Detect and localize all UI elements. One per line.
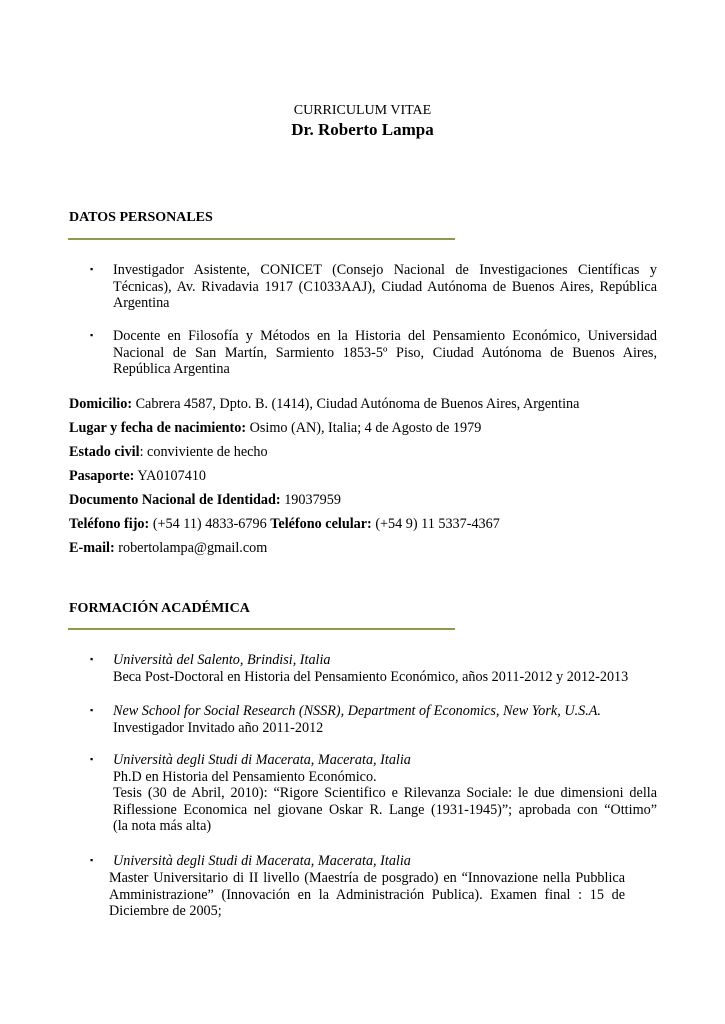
institution-name: Università del Salento, Brindisi, Italia — [113, 652, 331, 668]
text-line: (la nota más alta) — [113, 818, 212, 834]
telefono-fijo-label: Teléfono fijo: — [69, 516, 150, 532]
cv-name: Dr. Roberto Lampa — [291, 120, 434, 139]
section-title-formacion-academica: FORMACIÓN ACADÉMICA — [69, 601, 250, 616]
email-value: robertolampa@gmail.com — [114, 540, 268, 556]
formacion-item — [113, 652, 628, 685]
bullet-icon: ▪ — [90, 855, 94, 865]
institution-name: New School for Social Research (NSSR), Department of Economics, New York, U.S.A. — [113, 703, 601, 719]
text-line: Investigador Invitado año 2011-2012 — [113, 719, 324, 736]
personal-bullet-item — [113, 262, 657, 312]
dni-label: Documento Nacional de Identidad: — [69, 492, 281, 508]
section-divider — [68, 628, 455, 630]
bullet-icon: ▪ — [90, 705, 94, 715]
dni-value: 19037959 — [280, 492, 341, 508]
telefono-celular-label: Teléfono celular: — [270, 516, 372, 532]
text-line: Riflessione Economica nel giovane Oskar R. Lange (1931-1945)”; aprobada con “Ottimo” — [113, 801, 657, 818]
pasaporte-line — [69, 468, 206, 485]
personal-bullet-item — [113, 328, 657, 378]
text-line: Amministrazione” (Innovación en la Administración Publica). Examen final : 15 de — [109, 886, 625, 903]
cv-label: CURRICULUM VITAE — [293, 103, 432, 118]
text-line: Ph.D en Historia del Pensamiento Económico. — [113, 768, 377, 785]
bullet-icon: ▪ — [90, 654, 94, 664]
text-line: Nacional de San Martín, Sarmiento 1853-5º Piso, Ciudad Autónoma de Buenos Aires, — [113, 344, 657, 361]
nacimiento-value: Osimo (AN), Italia; 4 de Agosto de 1979 — [246, 420, 482, 436]
text-line: Investigador Asistente, CONICET (Consejo Nacional de Investigaciones Científicas y — [113, 262, 657, 278]
telefono-fijo-value: (+54 11) 4833-6796 — [149, 516, 271, 532]
estado-civil-value: : conviviente de hecho — [139, 444, 268, 460]
text-line: Diciembre de 2005; — [109, 903, 222, 919]
domicilio-label: Domicilio: — [69, 396, 133, 412]
text-line: Argentina — [113, 295, 170, 311]
text-line: Beca Post-Doctoral en Historia del Pensamiento Económico, años 2011-2012 y 2012-2013 — [113, 668, 629, 685]
text-line: Tesis (30 de Abril, 2010): “Rigore Scientifico e Rilevanza Sociale: le due dimensioni della — [113, 785, 657, 801]
institution-name: Università degli Studi di Macerata, Macerata, Italia — [113, 752, 411, 768]
domicilio-value: Cabrera 4587, Dpto. B. (1414), Ciudad Autónoma de Buenos Aires, Argentina — [132, 396, 580, 412]
telefono-line — [69, 516, 500, 533]
bullet-icon: ▪ — [90, 754, 94, 764]
text-line: Técnicas), Av. Rivadavia 1917 (C1033AAJ), Ciudad Autónoma de Buenos Aires, República — [113, 278, 657, 295]
section-title-datos-personales: DATOS PERSONALES — [69, 210, 213, 225]
email-label: E-mail: — [69, 540, 115, 556]
text-line: Docente en Filosofía y Métodos en la Historia del Pensamiento Económico, Universidad — [113, 328, 657, 344]
text-line: República Argentina — [113, 361, 230, 377]
text-line: Master Universitario di II livello (Maestría de posgrado) en “Innovazione nella Pubblica — [109, 870, 625, 886]
formacion-item-institution — [113, 853, 411, 870]
bullet-icon: ▪ — [90, 264, 94, 274]
estado-civil-line — [69, 444, 268, 461]
formacion-item-body — [109, 870, 625, 920]
domicilio-line — [69, 396, 579, 413]
dni-line — [69, 492, 341, 509]
formacion-item — [113, 703, 601, 736]
pasaporte-value: YA0107410 — [134, 468, 207, 484]
institution-name: Università degli Studi di Macerata, Macerata, Italia — [113, 853, 411, 869]
nacimiento-line — [69, 420, 481, 437]
bullet-icon: ▪ — [90, 330, 94, 340]
section-divider — [68, 238, 455, 240]
formacion-item — [113, 752, 657, 835]
nacimiento-label: Lugar y fecha de nacimiento: — [69, 420, 247, 436]
estado-civil-label: Estado civil — [69, 444, 140, 460]
pasaporte-label: Pasaporte: — [69, 468, 135, 484]
telefono-celular-value: (+54 9) 11 5337-4367 — [371, 516, 500, 532]
email-line — [69, 540, 267, 557]
